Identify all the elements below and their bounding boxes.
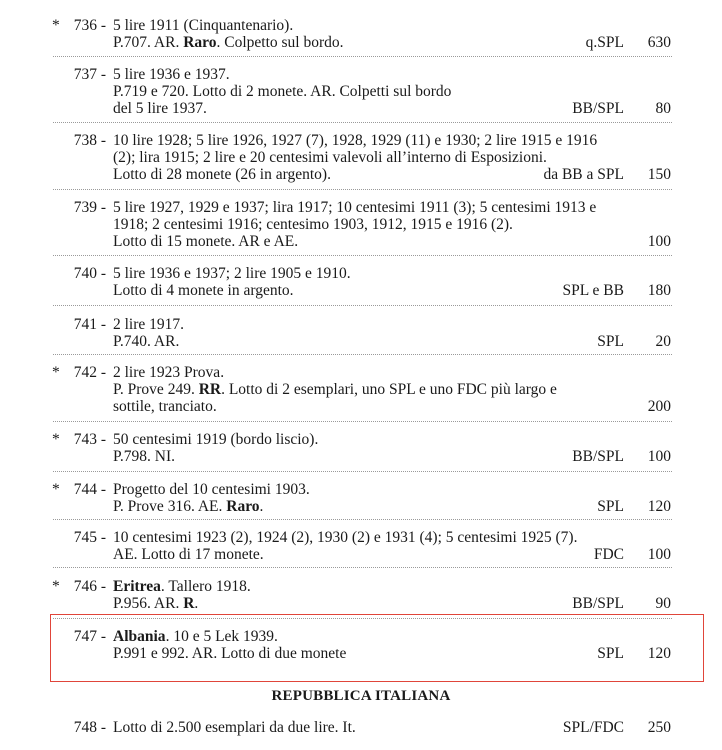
condition-grade: SPL/FDC	[562, 719, 624, 736]
dotted-separator	[53, 471, 672, 472]
condition-grade: SPL	[597, 498, 624, 515]
condition-grade: BB/SPL	[572, 448, 624, 465]
lot-description	[113, 431, 613, 465]
description-line: P. Prove 316. AE. Raro.	[113, 498, 264, 515]
description-line: Lotto di 2.500 esemplari da due lire. It.	[113, 719, 356, 736]
lot-description	[113, 199, 613, 250]
dotted-separator	[53, 255, 672, 256]
description-line: 5 lire 1911 (Cinquantenario).	[113, 17, 294, 34]
lot-description	[113, 316, 613, 350]
estimate-price: 20	[655, 333, 671, 350]
estimate-price: 120	[647, 498, 671, 515]
estimate-price: 120	[647, 645, 671, 662]
description-line: AE. Lotto di 17 monete.	[113, 546, 264, 563]
condition-grade: SPL e BB	[562, 282, 624, 299]
condition-grade: FDC	[593, 546, 624, 563]
condition-grade: SPL	[597, 333, 624, 350]
description-line: 5 lire 1936 e 1937; 2 lire 1905 e 1910.	[113, 265, 351, 282]
lot-description	[113, 481, 613, 515]
lot-description	[113, 66, 613, 117]
condition-grade: BB/SPL	[572, 100, 624, 117]
lot-number: 745 -	[73, 529, 106, 546]
lot-number: 744 -	[73, 481, 106, 498]
description-line: P.740. AR.	[113, 333, 180, 350]
description-line: 5 lire 1936 e 1937.	[113, 66, 230, 83]
description-line: Progetto del 10 centesimi 1903.	[113, 481, 310, 498]
description-line: Lotto di 28 monete (26 in argento).	[113, 166, 331, 183]
lot-number: 743 -	[73, 431, 106, 448]
estimate-price: 90	[655, 595, 671, 612]
estimate-price: 100	[647, 546, 671, 563]
description-line: P.719 e 720. Lotto di 2 monete. AR. Colpetti sul bordo	[113, 83, 452, 100]
description-line: Albania. 10 e 5 Lek 1939.	[113, 628, 278, 645]
lot-number: 748 -	[73, 719, 106, 736]
lot-number: 738 -	[73, 132, 106, 149]
lot-description	[113, 17, 613, 51]
lot-description	[113, 132, 613, 183]
description-line: 50 centesimi 1919 (bordo liscio).	[113, 431, 319, 448]
dotted-separator	[53, 354, 672, 355]
dotted-separator	[53, 122, 672, 123]
description-line: Eritrea. Tallero 1918.	[113, 578, 251, 595]
description-line: sottile, tranciato.	[113, 398, 217, 415]
description-line: 2 lire 1917.	[113, 316, 185, 333]
dotted-separator	[53, 421, 672, 422]
description-line: P.956. AR. R.	[113, 595, 199, 612]
estimate-price: 100	[647, 233, 671, 250]
lot-number: 739 -	[73, 199, 106, 216]
description-line: P.798. NI.	[113, 448, 176, 465]
estimate-price: 80	[655, 100, 671, 117]
description-line: 1918; 2 centesimi 1916; centesimo 1903, 1912, 1915 e 1916 (2).	[113, 216, 513, 233]
highlight-box-lot-747	[50, 614, 704, 682]
condition-grade: BB/SPL	[572, 595, 624, 612]
lot-description	[113, 529, 613, 563]
section-heading: REPUBBLICA ITALIANA	[271, 688, 451, 704]
description-line: 2 lire 1923 Prova.	[113, 364, 225, 381]
estimate-price: 150	[647, 166, 671, 183]
lot-number: 737 -	[73, 66, 106, 83]
description-line: Lotto di 15 monete. AR e AE.	[113, 233, 299, 250]
description-line: P. Prove 249. RR. Lotto di 2 esemplari, uno SPL e uno FDC più largo e	[113, 381, 557, 398]
description-line: Lotto di 4 monete in argento.	[113, 282, 294, 299]
lot-number: 741 -	[73, 316, 106, 333]
lot-description	[113, 719, 613, 736]
featured-star-marker: *	[52, 364, 60, 381]
estimate-price: 630	[647, 34, 671, 51]
lot-number: 742 -	[73, 364, 106, 381]
description-line: 10 lire 1928; 5 lire 1926, 1927 (7), 1928, 1929 (11) e 1930; 2 lire 1915 e 1916	[113, 132, 598, 149]
featured-star-marker: *	[52, 578, 60, 595]
lot-number: 740 -	[73, 265, 106, 282]
lot-number: 736 -	[73, 17, 106, 34]
featured-star-marker: *	[52, 481, 60, 498]
dotted-separator	[53, 567, 672, 568]
dotted-separator	[53, 519, 672, 520]
description-line: (2); lira 1915; 2 lire e 20 centesimi valevoli all’interno di Esposizioni.	[113, 149, 547, 166]
condition-grade: q.SPL	[585, 34, 624, 51]
lot-number: 746 -	[73, 578, 106, 595]
condition-grade: SPL	[597, 645, 624, 662]
estimate-price: 200	[647, 398, 671, 415]
dotted-separator	[53, 56, 672, 57]
featured-star-marker: *	[52, 17, 60, 34]
lot-description	[113, 578, 613, 612]
description-line: 10 centesimi 1923 (2), 1924 (2), 1930 (2) e 1931 (4); 5 centesimi 1925 (7).	[113, 529, 578, 546]
description-line: del 5 lire 1937.	[113, 100, 207, 117]
condition-grade: da BB a SPL	[543, 166, 624, 183]
lot-description	[113, 265, 613, 299]
estimate-price: 250	[647, 719, 671, 736]
description-line: 5 lire 1927, 1929 e 1937; lira 1917; 10 centesimi 1911 (3); 5 centesimi 1913 e	[113, 199, 597, 216]
lot-description	[113, 364, 613, 415]
dotted-separator	[53, 189, 672, 190]
estimate-price: 100	[647, 448, 671, 465]
description-line: P.707. AR. Raro. Colpetto sul bordo.	[113, 34, 344, 51]
description-line: P.991 e 992. AR. Lotto di due monete	[113, 645, 347, 662]
dotted-separator	[53, 305, 672, 306]
estimate-price: 180	[647, 282, 671, 299]
featured-star-marker: *	[52, 431, 60, 448]
lot-number: 747 -	[73, 628, 106, 645]
